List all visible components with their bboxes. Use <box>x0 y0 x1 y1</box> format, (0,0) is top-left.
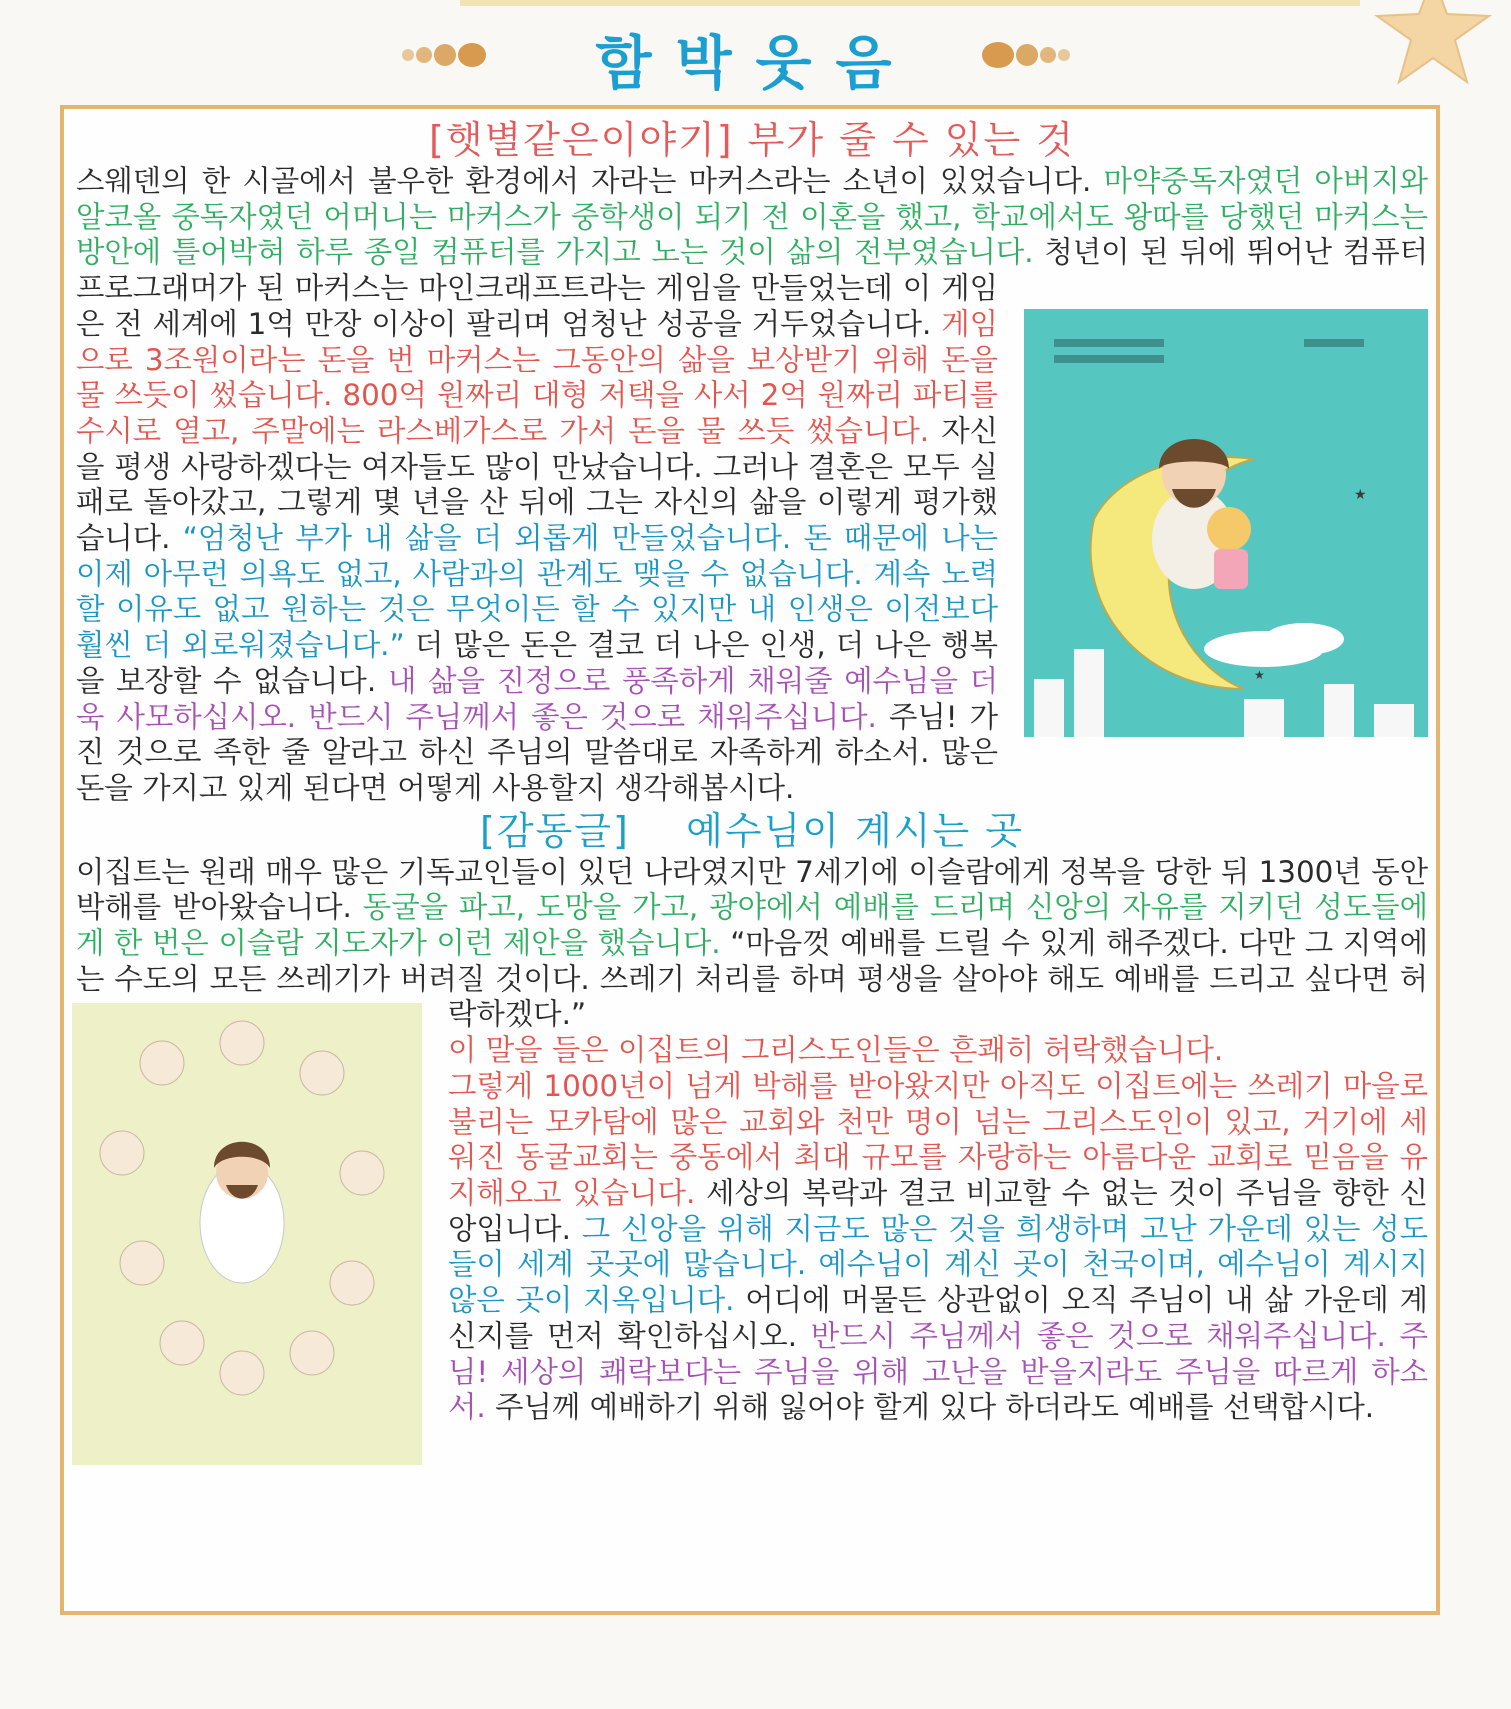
story1-normal-text-2: 자신을 평생 사랑하겠다는 여자들도 많이 만났습니다. 그러나 결혼은 모두 실패로 돌아갔고, 그렇게 몇 년을 산 뒤에 그는 자신의 삶을 이렇게 평가했습니다. <box>76 413 998 556</box>
svg-text:★: ★ <box>1254 668 1265 683</box>
story1-purple-text: 내 삶을 진정으로 풍족하게 채워줄 예수님을 더욱 사모하십시오. 반드시 주님께서 좋은 것으로 채워주십니다. <box>76 663 999 734</box>
story2-quote: “마음껏 예배를 드릴 수 있게 해주겠다. 다만 그 지역에는 수도의 모든 쓰레기가 버려질 것이다. 쓰레기 처리를 하며 평생을 살아야 해도 예배를 드리고 싶다면 허락하겠다.” <box>76 926 1428 1032</box>
top-border-line <box>460 0 1360 6</box>
svg-text:★: ★ <box>1354 487 1367 504</box>
story2-normal-text-2: 어디에 머물든 상관없이 오직 주님이 내 삶 가운데 계신지를 먼저 확인하십시오. <box>448 1283 1428 1353</box>
angels-illustration <box>72 1003 422 1465</box>
story2-blue-text: 그 신앙을 위해 지금도 많은 것을 희생하며 고난 가운데 있는 성도들이 세계 곳곳에 많습니다. 예수님이 계신 곳이 천국이며, 예수님이 계시지 않은 곳이 지옥입니다. <box>448 1211 1428 1318</box>
story1-normal-text-4: 주님! 가진 것으로 족한 줄 알라고 하신 주님의 말씀대로 자족하게 하소서. 많은 돈을 가지고 있게 된다면 어떻게 사용할지 생각해봅시다. <box>76 699 998 805</box>
story2-body <box>76 855 1428 1426</box>
book-cover-illustration <box>1024 309 1428 737</box>
story2-green-text: 동굴을 파고, 도망을 가고, 광야에서 예배를 드리며 신앙의 자유를 지키던 성도들에게 한 번은 이슬람 지도자가 이런 제안을 했습니다. <box>76 890 1428 961</box>
article-content <box>76 116 1428 1465</box>
story1-red-text: 게임으로 3조원이라는 돈을 번 마커스는 그동안의 삶을 보상받기 위해 돈을 물 쓰듯이 썼습니다. 800억 원짜리 대형 저택을 사서 2억 원짜리 파티를 수시로 열고, 주말에는 라스베가스로 가서 돈을 물 쓰듯 썼습니다. <box>76 306 998 448</box>
story1-body <box>76 164 1428 807</box>
story2-red-text-2: 그렇게 1000년이 넘게 박해를 받아왔지만 아직도 이집트에는 쓰레기 마을로 불리는 모카탐에 많은 교회와 천만 명이 넘는 그리스도인이 있고, 거기에 세워진 동굴교회는 중동에서 최대 규모를 자랑하는 아름다운 교회로 믿음을 유지해오고 있습니다. <box>448 1068 1428 1210</box>
story2-red-text-1: 이 말을 들은 이집트의 그리스도인들은 흔쾌히 허락했습니다. <box>448 1033 1224 1068</box>
story1-normal-text-3: 더 많은 돈은 결코 더 나은 인생, 더 나은 행복을 보장할 수 없습니다. <box>76 628 998 698</box>
story1-normal-text-1: 청년이 된 뒤에 뛰어난 컴퓨터 프로그래머가 된 마커스는 마인크래프트라는 게임을 만들었는데 이 게임은 전 세계에 1억 만장 이상이 팔리며 엄청난 성공을 거두었습니다. <box>76 235 1428 341</box>
story2-heading: [감동글] 예수님이 계시는 곳 <box>480 808 1024 853</box>
story2-purple-text: 반드시 주님께서 좋은 것으로 채워주십니다. 주님! 세상의 쾌락보다는 주님을 위해 고난을 받을지라도 주님을 따르게 하소서. <box>448 1318 1428 1425</box>
dot-icon <box>982 42 1014 68</box>
dot-icon <box>1058 49 1070 61</box>
story1-blue-quote: “엄청난 부가 내 삶을 더 외롭게 만들었습니다. 돈 때문에 나는 이제 아무런 의욕도 없고, 사람과의 관계도 맺을 수 없습니다. 계속 노력할 이유도 없고 원하는 것은 무엇이든 할 수 있지만 내 인생은 이전보다 훨씬 더 외로워졌습니다.” <box>76 521 998 663</box>
story2-normal-text-3: 주님께 예배하기 위해 잃어야 할게 있다 하더라도 예배를 선택합시다. <box>485 1390 1375 1425</box>
story1-heading: [햇별같은이야기] 부가 줄 수 있는 것 <box>429 118 1075 162</box>
moon-jesus-illustration <box>1024 309 1428 737</box>
story2-normal-text-1: 세상의 복락과 결코 비교할 수 없는 것이 주님을 향한 신앙입니다. <box>448 1175 1428 1246</box>
page-title: 함박웃음 <box>595 29 916 97</box>
story1-green-text: 마약중독자였던 아버지와 알코올 중독자였던 어머니는 마커스가 중학생이 되기 전 이혼을 했고, 학교에서도 왕따를 당했던 마커스는 방안에 틀어박혀 하루 종일 컴퓨터를 가지고 노는 것이 삶의 전부였습니다. <box>76 164 1428 270</box>
angels-circle-illustration <box>72 1003 422 1465</box>
story1-intro: 스웨덴의 한 시골에서 불우한 환경에서 자라는 마커스라는 소년이 있었습니다. <box>76 164 1104 198</box>
story2-intro: 이집트는 원래 매우 많은 기독교인들이 있던 나라였지만 7세기에 이슬람에게 정복을 당한 뒤 1300년 동안 박해를 받아왔습니다. <box>76 854 1428 925</box>
dot-icon <box>1040 47 1056 63</box>
dot-icon <box>1016 44 1038 66</box>
decorative-dots-right <box>982 42 1070 68</box>
page-header <box>0 14 1511 97</box>
